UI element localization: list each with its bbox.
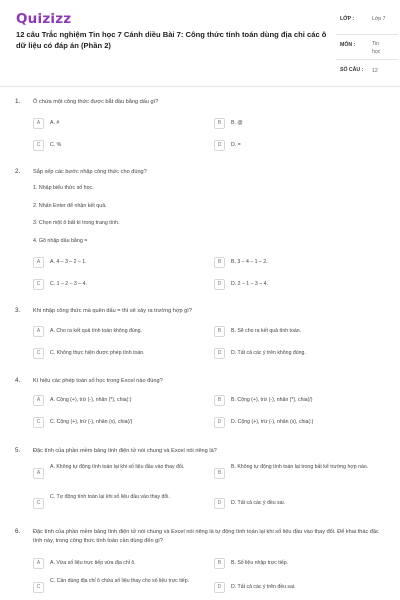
option-text: D. Cộng (+), trừ (-), nhân (x), chia(:) [231, 419, 314, 425]
quizizz-logo: Quizizz [16, 11, 72, 27]
question-number: 2. [15, 168, 21, 175]
option-text: C. Cần dùng địa chỉ ô chứa số liệu thay cho số liệu trực tiếp. [50, 578, 190, 584]
option-letter: D [214, 582, 225, 593]
option-letter: C [33, 140, 44, 151]
meta-value-subject: Tin học [372, 41, 381, 55]
option-a[interactable] [33, 326, 213, 339]
question-number: 3. [15, 307, 21, 314]
question-number: 6. [15, 528, 21, 535]
step-line: 2. Nhấn Enter để nhận kết quả. [33, 203, 107, 209]
option-a[interactable] [33, 118, 213, 131]
option-letter: A [33, 395, 44, 406]
meta-value-class: Lớp 7 [372, 16, 386, 22]
meta-label-subject: MÔN : [340, 42, 356, 48]
meta-label-class: LỚP : [340, 16, 355, 22]
option-a[interactable] [33, 558, 213, 571]
option-letter: C [33, 582, 44, 593]
question-text: Khi nhập công thức mà quên dấu = thì sẽ xảy ra trường hợp gì? [33, 308, 192, 314]
worksheet-header [0, 0, 400, 80]
option-b[interactable] [214, 558, 394, 571]
option-b[interactable] [214, 395, 394, 408]
option-text: A. Cho ra kết quả tính toán không đúng. [50, 328, 142, 334]
option-d[interactable] [214, 279, 394, 292]
option-text: C. 1 – 2 – 3 – 4. [50, 281, 87, 287]
option-text: A. Vừa số liệu trực tiếp vừa địa chỉ ô. [50, 560, 136, 566]
option-text: C. Không thực hiện được phép tính toán. [50, 350, 145, 356]
option-text: B. @ [231, 120, 243, 126]
question-number: 5. [15, 447, 21, 454]
option-text: B. Sẽ cho ra kết quả tính toán. [231, 328, 302, 334]
step-line: 4. Gõ nhập dấu bằng = [33, 238, 88, 244]
option-text: D. 2 – 1 – 3 – 4. [231, 281, 268, 287]
option-d[interactable] [214, 498, 394, 511]
question-text: Sắp xếp các bước nhập công thức cho đúng? [33, 169, 147, 175]
option-b[interactable] [214, 118, 394, 131]
option-letter: A [33, 558, 44, 569]
meta-label-count: SỐ CÂU : [340, 67, 364, 73]
option-letter: D [214, 348, 225, 359]
option-text: C. % [50, 142, 62, 148]
option-letter: A [33, 468, 44, 479]
option-b[interactable] [214, 257, 394, 270]
option-text: D. Tất cả các ý trên không đúng. [231, 350, 306, 356]
meta-value-count: 12 [372, 68, 378, 74]
option-text: A. 4 – 3 – 2 – 1. [50, 259, 87, 265]
option-c[interactable] [33, 279, 213, 292]
option-letter: B [214, 118, 225, 129]
question-text: Ô chứa một công thức được bắt đầu bằng dấu gì? [33, 99, 159, 105]
header-divider [0, 86, 400, 87]
option-text: C. Cộng (+), trừ (-), nhân (x), chia(/) [50, 419, 133, 425]
option-c[interactable] [33, 578, 213, 598]
question-number: 1. [15, 98, 21, 105]
option-letter: C [33, 498, 44, 509]
option-c[interactable] [33, 417, 213, 430]
option-b[interactable] [214, 464, 394, 484]
option-c[interactable] [33, 140, 213, 153]
step-line: 3. Chọn một ô bất kì trong trang tính. [33, 220, 120, 226]
question-number: 4. [15, 377, 21, 384]
option-b[interactable] [214, 326, 394, 339]
meta-divider [336, 34, 398, 35]
option-text: B. Không tự động tính toán lại trong bất kể trường hợp nào. [231, 464, 369, 470]
option-letter: D [214, 279, 225, 290]
worksheet-title: 12 câu Trắc nghiệm Tin học 7 Cánh diều Bài 7: Công thức tính toán dùng địa chỉ các ô dữ liệu có đáp án (Phần 2) [16, 30, 327, 50]
option-text: A. Không tự động tính toán lại khi số liệu đầu vào thay đổi. [50, 464, 185, 470]
option-letter: B [214, 395, 225, 406]
option-letter: B [214, 468, 225, 479]
option-text: A. Cộng (+), trừ (-), nhân (*), chia(:) [50, 397, 132, 403]
option-letter: C [33, 417, 44, 428]
option-letter: D [214, 140, 225, 151]
option-c[interactable] [33, 348, 213, 361]
option-d[interactable] [214, 417, 394, 430]
step-line: 1. Nhập biểu thức số học. [33, 185, 94, 191]
option-letter: A [33, 118, 44, 129]
option-a[interactable] [33, 464, 213, 484]
option-text: D. = [231, 142, 241, 148]
option-d[interactable] [214, 582, 394, 595]
option-text: B. 3 – 4 – 1 – 2. [231, 259, 268, 265]
option-letter: B [214, 326, 225, 337]
option-letter: B [214, 558, 225, 569]
question-text: Đặc tính của phần mềm bảng tính điện tử nói chung và Excel nói riêng là? [33, 448, 217, 454]
option-a[interactable] [33, 257, 213, 270]
option-letter: A [33, 257, 44, 268]
option-text: A. # [50, 120, 60, 126]
option-letter: D [214, 417, 225, 428]
option-d[interactable] [214, 140, 394, 153]
question-text: Kí hiệu các phép toán số học trong Excel nào đúng? [33, 378, 163, 384]
option-d[interactable] [214, 348, 394, 361]
option-letter: C [33, 348, 44, 359]
option-letter: C [33, 279, 44, 290]
option-text: D. Tất cả các ý trên đều sai. [231, 584, 296, 590]
option-c[interactable] [33, 494, 213, 514]
option-text: B. Số liệu nhập trực tiếp. [231, 560, 289, 566]
option-a[interactable] [33, 395, 213, 408]
option-text: D. Tất cả các ý đều sai. [231, 500, 286, 506]
option-text: C. Tự động tính toán lại khi số liệu đầu vào thay đổi. [50, 494, 170, 500]
option-letter: A [33, 326, 44, 337]
option-letter: B [214, 257, 225, 268]
option-text: B. Cộng (+), trừ (-), nhân (*), chia(/) [231, 397, 313, 403]
question-text: Đặc tính của phần mềm bảng tính điện tử nói chung và Excel nói riêng là tự động tính toán lại khi số liệu đầu vào thay đổi. Để khai thác đặc tính này, trong công thức tính toán cần dùng đến gì? [33, 529, 379, 544]
option-letter: D [214, 498, 225, 509]
meta-divider [336, 59, 398, 60]
